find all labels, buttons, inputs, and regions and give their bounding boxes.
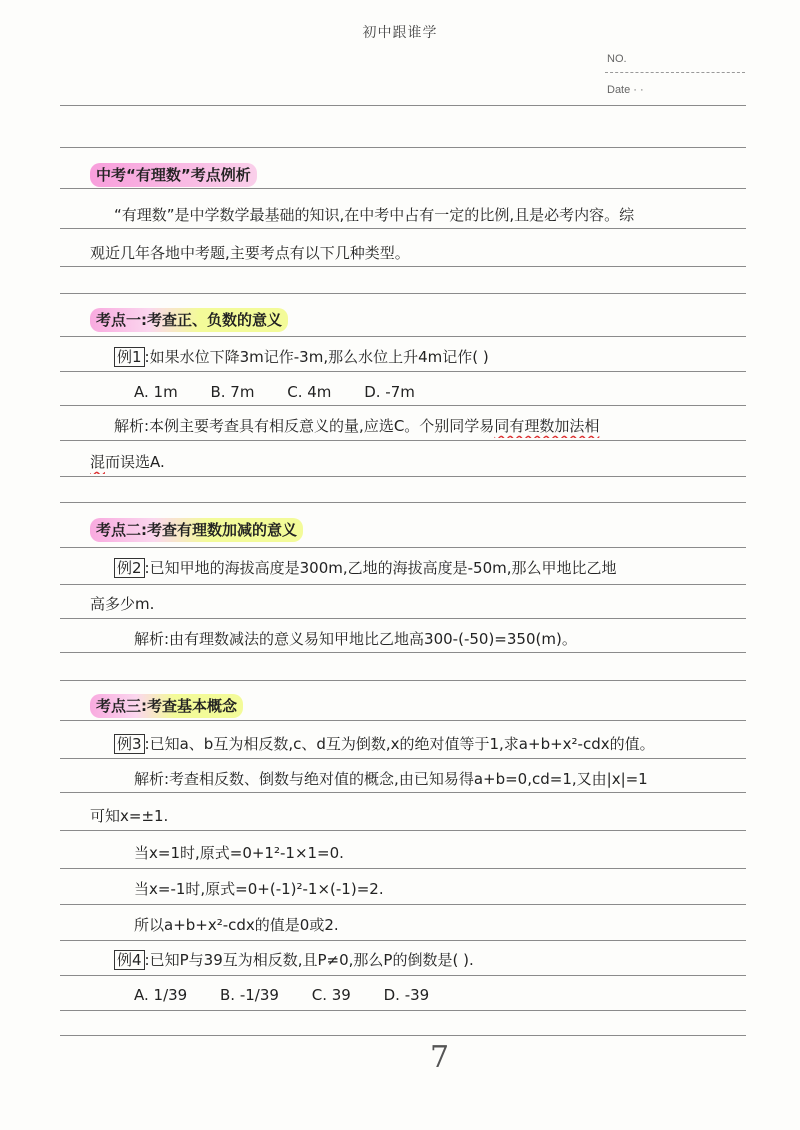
example2-analysis: 解析:由有理数减法的意义易知甲地比乙地高300-(-50)=350(m)。 [134, 630, 577, 648]
example4-question [90, 948, 764, 972]
point1-heading-row [90, 308, 740, 332]
option-d: D. -39 [383, 986, 430, 1004]
option-a: A. 1/39 [134, 986, 188, 1004]
point3-heading: 考点三:考查基本概念 [90, 694, 243, 718]
date-label: Date · · [607, 84, 644, 96]
intro-line-2: 观近几年各地中考题,主要考点有以下几种类型。 [90, 244, 410, 262]
example3-case-1: 当x=1时,原式=0+1²-1×1=0. [134, 844, 344, 862]
ruled-line [60, 105, 746, 106]
example4-text: :已知P与39互为相反数,且P≠0,那么P的倒数是( ). [144, 951, 474, 969]
page-number: 7 [430, 1040, 450, 1075]
example4-label: 例4 [114, 950, 145, 970]
intro-line-1: “有理数”是中学数学最基础的知识,在中考中占有一定的比例,且是必考内容。综 [114, 206, 635, 224]
example3-text: :已知a、b互为相反数,c、d互为倒数,x的绝对值等于1,求a+b+x²-cdx的值。 [144, 735, 655, 753]
ruled-line [60, 228, 746, 229]
ruled-line [60, 940, 746, 941]
example2-question [90, 556, 764, 580]
ruled-line [60, 502, 746, 503]
ruled-line [60, 293, 746, 294]
example3-analysis-1: 解析:考查相反数、倒数与绝对值的概念,由已知易得a+b=0,cd=1,又由|x|=1 [134, 770, 648, 788]
no-label: NO. [607, 53, 627, 65]
ruled-line [60, 904, 746, 905]
ruled-line [60, 618, 746, 619]
example2-text: :已知甲地的海拔高度是300m,乙地的海拔高度是-50m,那么甲地比乙地 [144, 559, 617, 577]
point2-heading-row [90, 518, 740, 542]
ruled-line [60, 405, 746, 406]
section-title-row [90, 163, 740, 187]
example2-label: 例2 [114, 558, 145, 578]
option-c: C. 39 [311, 986, 351, 1004]
ruled-line [60, 830, 746, 831]
analysis-text: 解析:本例主要考查具有相反意义的量,应选C。个别同学易 [114, 417, 495, 435]
ruled-line [60, 975, 746, 976]
ruled-line [60, 652, 746, 653]
option-b: B. -1/39 [220, 986, 279, 1004]
no-line [605, 72, 745, 73]
point3-heading-row [90, 694, 740, 718]
example3-label: 例3 [114, 734, 145, 754]
option-d: D. -7m [364, 383, 415, 401]
example1-text: :如果水位下降3m记作-3m,那么水位上升4m记作( ) [144, 348, 489, 366]
option-b: B. 7m [210, 383, 255, 401]
ruled-line [60, 440, 746, 441]
ruled-line [60, 547, 746, 548]
section-title: 中考“有理数”考点例析 [90, 163, 257, 187]
example1-analysis-1 [90, 414, 764, 438]
underlined-text: 同有理数加法相 [494, 417, 600, 435]
ruled-line [60, 584, 746, 585]
option-c: C. 4m [287, 383, 332, 401]
example3-conclusion: 所以a+b+x²-cdx的值是0或2. [134, 916, 339, 934]
ruled-line [60, 476, 746, 477]
ruled-line [60, 188, 746, 189]
point2-heading: 考点二:考查有理数加减的意义 [90, 518, 303, 542]
ruled-line [60, 147, 746, 148]
example2-question-2: 高多少m. [90, 595, 155, 613]
ruled-line [60, 720, 746, 721]
example3-question [90, 732, 764, 756]
ruled-line [60, 680, 746, 681]
example1-label: 例1 [114, 347, 145, 367]
example3-analysis-2: 可知x=±1. [90, 807, 169, 825]
ruled-line [60, 758, 746, 759]
ruled-line [60, 792, 746, 793]
point1-heading: 考点一:考查正、负数的意义 [90, 308, 288, 332]
example1-question [90, 345, 764, 369]
example4-options [90, 983, 784, 1007]
example1-options [90, 380, 784, 404]
ruled-line [60, 266, 746, 267]
underlined-text: 混 [90, 453, 106, 471]
example1-analysis-2 [90, 450, 740, 474]
ruled-line [60, 1035, 746, 1036]
ruled-line [60, 868, 746, 869]
page-header: 初中跟谁学 [362, 25, 438, 41]
example3-case-2: 当x=-1时,原式=0+(-1)²-1×(-1)=2. [134, 880, 384, 898]
ruled-line [60, 336, 746, 337]
ruled-line [60, 371, 746, 372]
analysis-text: 而误选A. [105, 453, 165, 471]
ruled-line [60, 1010, 746, 1011]
option-a: A. 1m [134, 383, 178, 401]
